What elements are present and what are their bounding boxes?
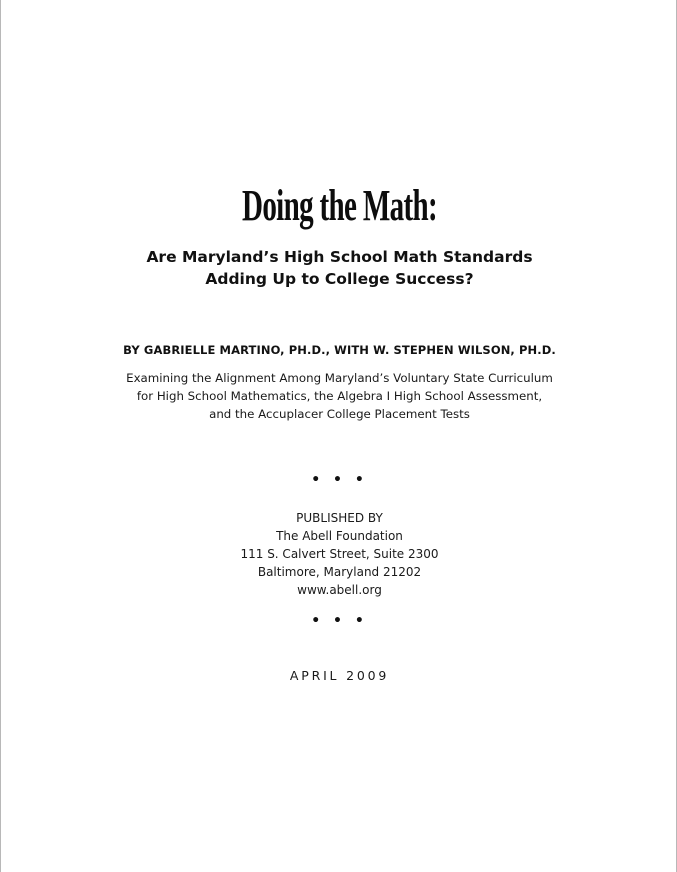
publisher-street: 111 S. Calvert Street, Suite 2300 — [240, 547, 439, 561]
subtitle-line-1: Are Maryland’s High School Math Standards — [146, 248, 533, 266]
publisher-block — [1, 509, 677, 599]
document-description — [1, 369, 677, 423]
document-title: Doing the Math: — [242, 181, 437, 230]
separator-dots-top: • • • — [311, 472, 368, 488]
separator-dots-bottom: • • • — [311, 613, 368, 629]
publisher-website: www.abell.org — [297, 583, 382, 597]
description-line-3: and the Accuplacer College Placement Tests — [209, 407, 470, 421]
description-line-1: Examining the Alignment Among Maryland’s Voluntary State Curriculum — [126, 371, 553, 385]
publisher-city: Baltimore, Maryland 21202 — [257, 565, 422, 579]
subtitle-line-2: Adding Up to College Success? — [205, 270, 474, 288]
publication-date: APRIL 2009 — [289, 668, 390, 683]
published-by-label: PUBLISHED BY — [296, 511, 383, 525]
document-subtitle — [1, 246, 677, 290]
description-line-2: for High School Mathematics, the Algebra I High School Assessment, — [136, 389, 543, 403]
publisher-name: The Abell Foundation — [276, 529, 403, 543]
author-byline: BY GABRIELLE MARTINO, PH.D., WITH W. STEPHEN WILSON, PH.D. — [123, 343, 556, 357]
